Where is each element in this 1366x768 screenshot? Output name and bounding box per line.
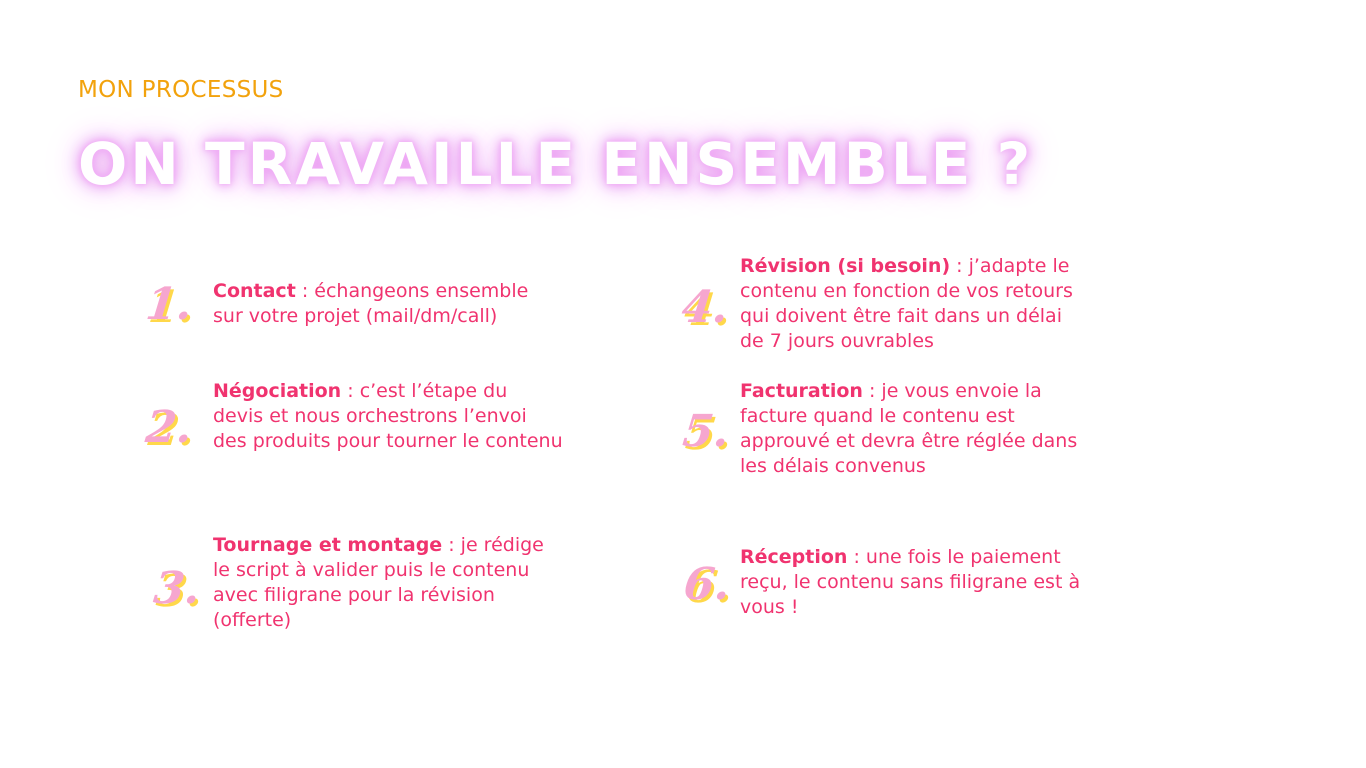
step-title: Négociation bbox=[213, 380, 342, 402]
step-body: : échangeons ensemble sur votre projet (mail/dm/call) bbox=[213, 280, 529, 327]
step-number: 6. bbox=[681, 559, 733, 610]
step-description bbox=[740, 254, 1090, 354]
step-body: : je rédige le script à valider puis le contenu avec filigrane pour la révision (offerte) bbox=[213, 534, 544, 631]
step-body: : une fois le paiement reçu, le contenu sans filigrane est à vous ! bbox=[740, 546, 1081, 618]
step-description bbox=[213, 379, 563, 454]
step-body: : je vous envoie la facture quand le contenu est approuvé et devra être réglée dans les délais convenus bbox=[740, 380, 1078, 477]
step-description bbox=[740, 379, 1090, 479]
step-number: 2. bbox=[143, 402, 195, 453]
step-title: Tournage et montage bbox=[213, 534, 443, 556]
step-description bbox=[213, 533, 563, 633]
step-title: Réception bbox=[740, 546, 848, 568]
step-description bbox=[740, 545, 1090, 620]
step-number: 4. bbox=[679, 282, 731, 333]
step-description bbox=[213, 279, 563, 329]
step-number: 1. bbox=[143, 279, 195, 330]
step-title: Facturation bbox=[740, 380, 863, 402]
step-title: Contact bbox=[213, 280, 296, 302]
page-title: ON TRAVAILLE ENSEMBLE ? bbox=[78, 130, 1034, 198]
section-eyebrow: MON PROCESSUS bbox=[78, 77, 284, 103]
step-body: : c’est l’étape du devis et nous orchestrons l’envoi des produits pour tourner le contenu bbox=[213, 380, 563, 452]
step-body: : j’adapte le contenu en fonction de vos retours qui doivent être fait dans un délai de 7 jours ouvrables bbox=[740, 255, 1073, 352]
step-number: 3. bbox=[151, 563, 203, 614]
step-title: Révision (si besoin) bbox=[740, 255, 951, 277]
step-number: 5. bbox=[680, 406, 732, 457]
